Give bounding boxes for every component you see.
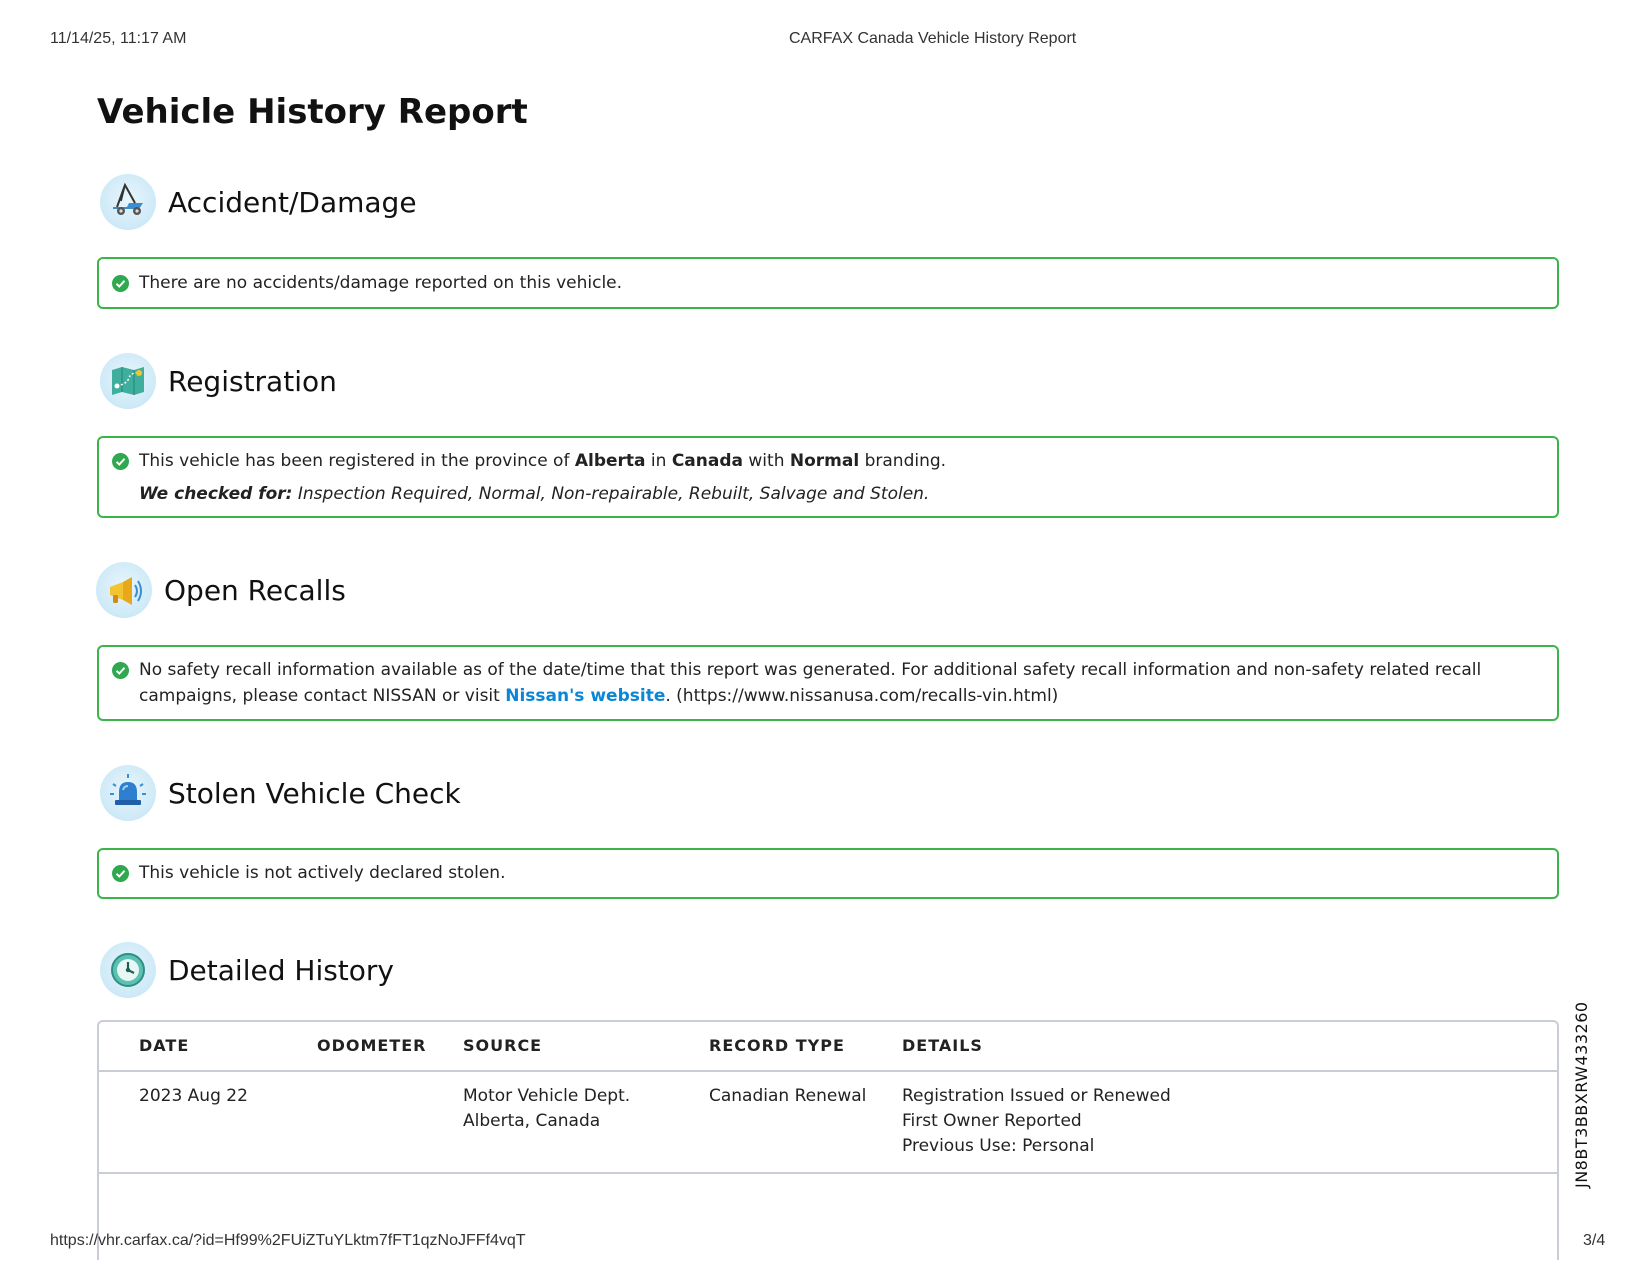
- registration-country: Canada: [671, 451, 743, 471]
- checked-for-label: We checked for:: [139, 484, 293, 504]
- checked-for-list: Inspection Required, Normal, Non-repairable, Rebuilt, Salvage and Stolen.: [292, 484, 930, 504]
- vin-label: JN8BT3BBXRW433260: [1572, 1001, 1591, 1188]
- map-icon: [100, 353, 156, 409]
- check-circle-icon: [112, 662, 129, 679]
- registration-heading: Registration: [168, 364, 337, 398]
- row-source: [463, 1084, 630, 1134]
- history-section-header: [100, 942, 394, 998]
- registration-text-4: branding.: [859, 451, 947, 471]
- row-source-line: Alberta, Canada: [463, 1111, 601, 1131]
- registration-text-1: This vehicle has been registered in the province of: [139, 451, 575, 471]
- print-datetime: 11/14/25, 11:17 AM: [50, 30, 187, 47]
- accident-status-box: [97, 257, 1559, 309]
- print-page-number: 3/4: [1583, 1232, 1606, 1249]
- check-circle-icon: [112, 453, 129, 470]
- accident-status-text: There are no accidents/damage reported on this vehicle.: [139, 273, 623, 293]
- row-detail-line: First Owner Reported: [902, 1111, 1082, 1131]
- siren-icon: [100, 765, 156, 821]
- row-record-type: Canadian Renewal: [709, 1086, 867, 1106]
- accident-section-header: [100, 174, 417, 230]
- megaphone-icon: [96, 562, 152, 618]
- table-header-divider: [99, 1070, 1557, 1072]
- check-circle-icon: [112, 275, 129, 292]
- registration-text-2: in: [645, 451, 672, 471]
- check-circle-icon: [112, 865, 129, 882]
- registration-province: Alberta: [574, 451, 646, 471]
- stolen-status-text: This vehicle is not actively declared stolen.: [139, 863, 506, 883]
- print-page-title: CARFAX Canada Vehicle History Report: [789, 30, 1077, 47]
- clock-icon: [100, 942, 156, 998]
- registration-text-3: with: [743, 451, 790, 471]
- column-header-odometer: ODOMETER: [317, 1036, 427, 1055]
- row-details: [902, 1084, 1171, 1159]
- registration-status-box: [97, 436, 1559, 518]
- column-header-record-type: RECORD TYPE: [709, 1036, 845, 1055]
- registration-section-header: [100, 353, 337, 409]
- stolen-heading: Stolen Vehicle Check: [168, 776, 461, 810]
- stolen-section-header: [100, 765, 461, 821]
- column-header-source: SOURCE: [463, 1036, 543, 1055]
- tow-truck-icon: [100, 174, 156, 230]
- nissan-website-link[interactable]: Nissan's website: [505, 686, 666, 706]
- recalls-section-header: [96, 562, 346, 618]
- print-url: https://vhr.carfax.ca/?id=Hf99%2FUiZTuYLktm7fFT1qzNoJFFf4vqT: [50, 1232, 526, 1249]
- stolen-status-box: [97, 848, 1559, 899]
- history-table: [97, 1020, 1559, 1260]
- column-header-details: DETAILS: [902, 1036, 983, 1055]
- recalls-text-2: . (https://www.nissanusa.com/recalls-vin.html): [665, 686, 1059, 706]
- row-source-line: Motor Vehicle Dept.: [463, 1086, 631, 1106]
- column-header-date: DATE: [139, 1036, 190, 1055]
- row-detail-line: Previous Use: Personal: [902, 1136, 1095, 1156]
- recalls-heading: Open Recalls: [164, 573, 346, 607]
- accident-heading: Accident/Damage: [168, 185, 417, 219]
- row-date: 2023 Aug 22: [139, 1086, 248, 1106]
- registration-branding: Normal: [789, 451, 860, 471]
- row-detail-line: Registration Issued or Renewed: [902, 1086, 1171, 1106]
- recalls-text-1: No safety recall information available as of the date/time that this report was generated. For additional safety recall information and non-safety related recall campaigns, please contact NISSAN or visit: [139, 660, 1482, 706]
- history-heading: Detailed History: [168, 953, 394, 987]
- recalls-status-box: [97, 645, 1559, 721]
- table-row-divider: [99, 1172, 1557, 1174]
- page-title: Vehicle History Report: [97, 92, 528, 132]
